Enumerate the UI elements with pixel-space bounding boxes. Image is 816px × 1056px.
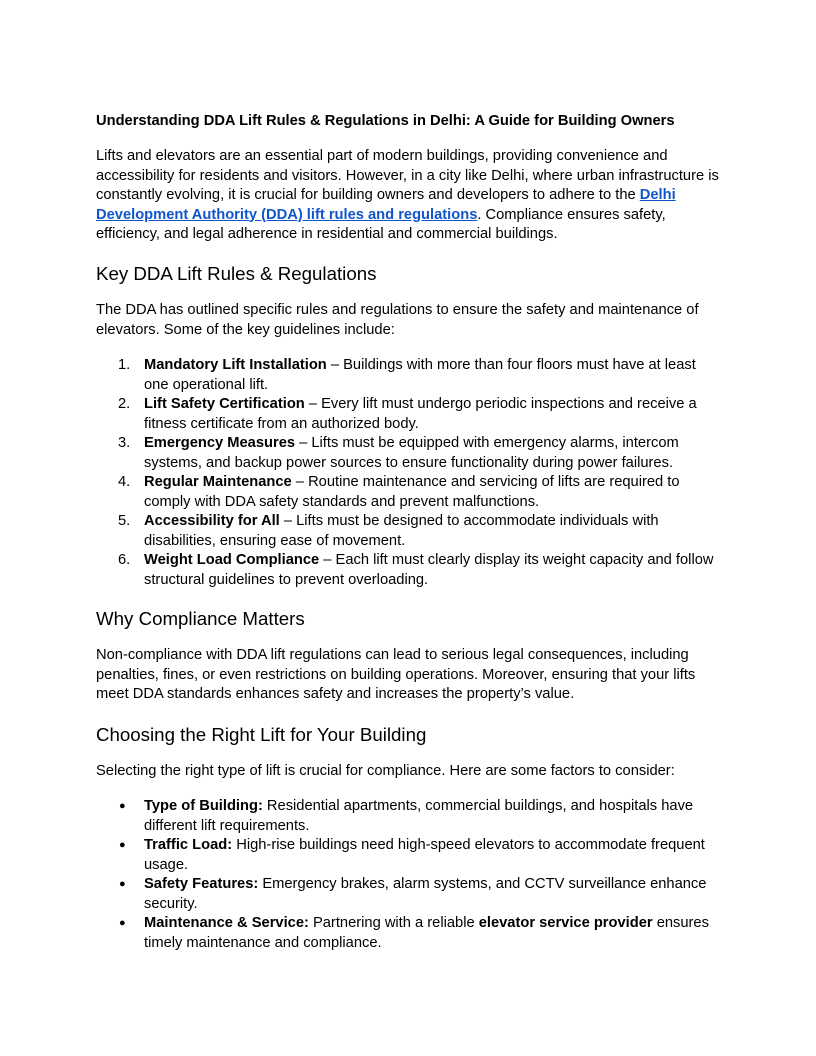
rule-number: 6. [118,552,131,568]
rule-item [96,434,720,473]
bullet-icon: ● [119,917,126,929]
rule-item [96,473,720,512]
factor-item [96,914,720,953]
factor-title: Traffic Load: [144,837,233,853]
key-rules-paragraph: The DDA has outlined specific rules and regulations to ensure the safety and maintenance of elevators. Some of the key guidelines include: [96,302,699,338]
bullet-icon: ● [119,800,126,812]
rule-item [96,551,720,590]
key-rules-heading: Key DDA Lift Rules & Regulations [96,263,377,284]
why-compliance-heading: Why Compliance Matters [96,608,305,629]
factor-text: Residential apartments, commercial buildings, and hospitals have different lift requirements. [144,798,694,834]
factor-text: Emergency brakes, alarm systems, and CCTV surveillance enhance security. [144,876,707,912]
rule-title: Lift Safety Certification [144,396,305,412]
bullet-icon: ● [119,878,126,890]
rule-text: – Lifts must be designed to accommodate individuals with disabilities, ensuring ease of movement. [144,513,659,549]
rule-number: 1. [118,357,131,373]
rule-number: 5. [118,513,131,529]
rule-title: Emergency Measures [144,435,296,451]
rule-number: 4. [118,474,131,490]
document-title: Understanding DDA Lift Rules & Regulations in Delhi: A Guide for Building Owners [96,113,675,129]
why-compliance-paragraph: Non-compliance with DDA lift regulations can lead to serious legal consequences, including penalties, fines, or even restrictions on building operations. Moreover, ensuring that your lifts meet DDA standards enhances safety and increases the property’s value. [96,647,696,702]
factor-text: Partnering with a reliable [308,915,479,931]
key-rules-list [96,356,720,590]
rule-number: 2. [118,396,131,412]
choosing-lift-paragraph: Selecting the right type of lift is crucial for compliance. Here are some factors to consider: [96,763,675,779]
choosing-lift-heading: Choosing the Right Lift for Your Building [96,724,427,745]
factor-title: Type of Building: [144,798,263,814]
rule-text: – Lifts must be equipped with emergency alarms, intercom systems, and backup power sources to ensure functionality during power failures. [144,435,679,471]
rule-number: 3. [118,435,131,451]
intro-text-after-link: . Compliance ensures safety, efficiency, and legal adherence in residential and commercial buildings. [96,206,666,242]
factor-title: Maintenance & Service: [144,915,309,931]
rule-text: – Each lift must clearly display its weight capacity and follow structural guidelines to prevent overloading. [144,552,714,588]
bullet-icon: ● [119,839,126,851]
factor-item [96,797,720,836]
rule-text: – Routine maintenance and servicing of lifts are required to comply with DDA safety standards and prevent malfunctions. [144,474,680,510]
rule-item [96,512,720,551]
factor-bold-phrase: elevator service provider [478,915,653,931]
factor-item [96,836,720,875]
factor-text-after: ensures timely maintenance and compliance. [144,915,709,951]
factor-title: Safety Features: [144,876,259,892]
rule-item [96,395,720,434]
rule-title: Mandatory Lift Installation [144,357,327,373]
factor-text: High-rise buildings need high-speed elevators to accommodate frequent usage. [144,837,705,873]
rule-title: Accessibility for All [144,513,280,529]
factors-list [96,797,720,953]
intro-paragraph [96,147,720,245]
rule-text: – Every lift must undergo periodic inspections and receive a fitness certificate from an authorized body. [144,396,697,432]
dda-rules-link[interactable]: Delhi Development Authority (DDA) lift rules and regulations [96,187,676,223]
rule-item [96,356,720,395]
factor-item [96,875,720,914]
rule-title: Weight Load Compliance [144,552,320,568]
intro-text-before-link: Lifts and elevators are an essential part of modern buildings, providing convenience and accessibility for residents and visitors. However, in a city like Delhi, where urban infrastructure is constantly evolving, it is crucial for building owners and developers to adhere to the [96,148,719,203]
rule-text: – Buildings with more than four floors must have at least one operational lift. [144,357,696,393]
rule-title: Regular Maintenance [144,474,292,490]
